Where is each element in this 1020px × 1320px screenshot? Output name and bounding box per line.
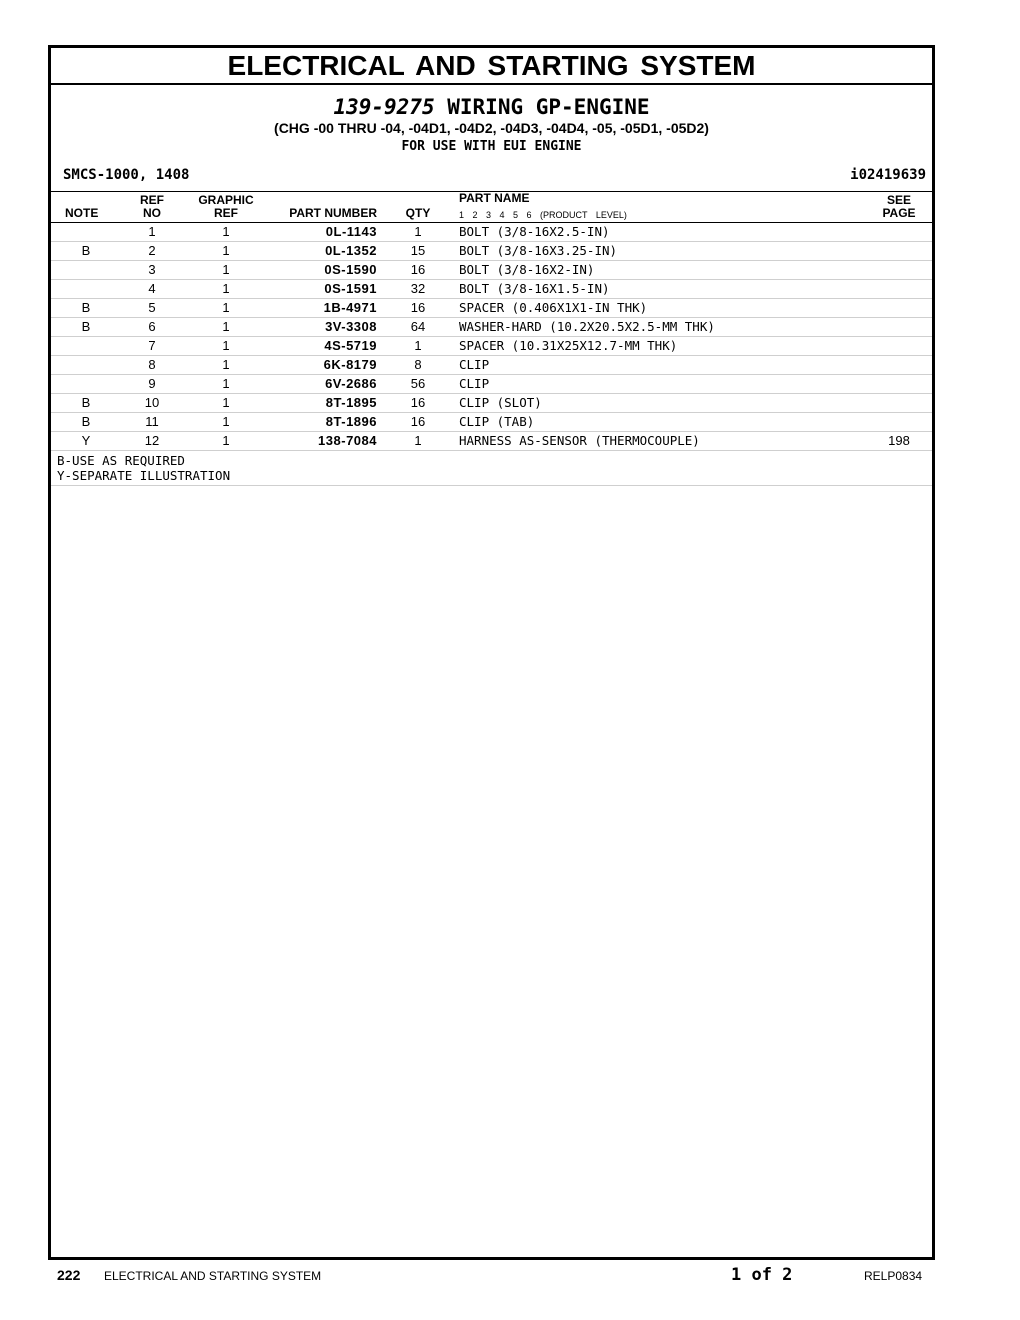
- col-graphic-header-top: GRAPHIC: [198, 193, 254, 207]
- graphic-ref-cell: 1: [222, 281, 230, 296]
- page-footer: [0, 1264, 1020, 1288]
- qty-cell: 16: [410, 414, 426, 429]
- part-name-cell: SPACER (10.31X25X12.7-MM THK): [459, 338, 678, 353]
- note-y-legend: Y-SEPARATE ILLUSTRATION: [57, 468, 231, 483]
- table-row: [51, 299, 932, 318]
- note-b-legend: B-USE AS REQUIRED: [57, 453, 185, 468]
- qty-cell: 32: [410, 281, 426, 296]
- part-name-cell: BOLT (3/8-16X3.25-IN): [459, 243, 618, 258]
- qty-cell: 16: [410, 300, 426, 315]
- note-cell: B: [81, 414, 91, 429]
- note-cell: Y: [81, 433, 91, 448]
- page-of-indicator: 1 of 2: [731, 1265, 793, 1285]
- col-qty-header: QTY: [405, 206, 431, 220]
- note-cell: B: [81, 243, 91, 258]
- table-row: [51, 242, 932, 261]
- table-row: [51, 223, 932, 242]
- part-name-cell: CLIP (TAB): [459, 414, 535, 429]
- usage-note: FOR USE WITH EUI ENGINE: [401, 139, 582, 154]
- table-row: [51, 432, 932, 451]
- table-row: [51, 337, 932, 356]
- page-number: 222: [57, 1267, 81, 1283]
- part-number-cell[interactable]: 0L-1143: [325, 224, 377, 239]
- part-name-cell: CLIP (SLOT): [459, 395, 542, 410]
- section-title: ELECTRICAL AND STARTING SYSTEM: [51, 48, 932, 85]
- graphic-ref-cell: 1: [222, 262, 230, 277]
- footer-section-title: ELECTRICAL AND STARTING SYSTEM: [104, 1269, 322, 1283]
- ref-cell: 10: [144, 395, 160, 410]
- part-name-cell: BOLT (3/8-16X1.5-IN): [459, 281, 610, 296]
- part-name-cell: SPACER (0.406X1X1-IN THK): [459, 300, 648, 315]
- ref-cell: 11: [145, 414, 159, 429]
- group-number: 139-9275: [333, 95, 435, 119]
- qty-cell: 15: [410, 243, 426, 258]
- qty-cell: 1: [414, 433, 422, 448]
- notes-legend: [51, 451, 932, 486]
- note-cell: B: [81, 395, 91, 410]
- qty-cell: 64: [410, 319, 426, 334]
- note-cell: B: [81, 300, 91, 315]
- col-part-number-header: PART NUMBER: [289, 206, 377, 220]
- graphic-ref-cell: 1: [222, 243, 230, 258]
- table-row: [51, 356, 932, 375]
- part-name-cell: WASHER-HARD (10.2X20.5X2.5-MM THK): [459, 319, 715, 334]
- part-number-cell[interactable]: 6V-2686: [325, 376, 377, 391]
- group-title: [51, 95, 932, 119]
- ref-cell: 9: [148, 376, 156, 391]
- part-number-cell[interactable]: 8T-1895: [325, 395, 377, 410]
- part-number-cell[interactable]: 4S-5719: [324, 338, 377, 353]
- qty-cell: 8: [414, 357, 422, 372]
- table-row: [51, 394, 932, 413]
- ref-cell: 1: [148, 224, 156, 239]
- graphic-ref-cell: 1: [222, 433, 230, 448]
- col-ref-header-top: REF: [140, 193, 164, 207]
- ref-cell: 12: [144, 433, 160, 448]
- ref-cell: 5: [148, 300, 156, 315]
- group-name: WIRING GP-ENGINE: [447, 95, 650, 119]
- ref-cell: 4: [148, 281, 156, 296]
- see-page-link[interactable]: 198: [888, 433, 910, 448]
- part-name-cell: BOLT (3/8-16X2.5-IN): [459, 224, 610, 239]
- smcs-code: SMCS-1000, 1408: [63, 167, 190, 183]
- col-graphic-header-bottom: REF: [214, 206, 238, 220]
- part-number-cell[interactable]: 1B-4971: [323, 300, 377, 315]
- document-id: i02419639: [850, 167, 926, 183]
- graphic-ref-cell: 1: [222, 338, 230, 353]
- graphic-ref-cell: 1: [222, 395, 230, 410]
- table-row: [51, 375, 932, 394]
- part-number-cell[interactable]: 138-7084: [318, 433, 377, 448]
- part-number-cell[interactable]: 3V-3308: [325, 319, 377, 334]
- product-level-scale: 1 2 3 4 5 6 (PRODUCT LEVEL): [459, 210, 627, 220]
- qty-cell: 1: [414, 224, 422, 239]
- qty-cell: 16: [410, 395, 426, 410]
- part-number-cell[interactable]: 0L-1352: [325, 243, 377, 258]
- part-number-cell[interactable]: 0S-1590: [324, 262, 377, 277]
- qty-cell: 16: [410, 262, 426, 277]
- ref-cell: 7: [148, 338, 156, 353]
- qty-cell: 56: [410, 376, 426, 391]
- graphic-ref-cell: 1: [222, 357, 230, 372]
- ref-cell: 8: [148, 357, 156, 372]
- part-number-cell[interactable]: 0S-1591: [324, 281, 377, 296]
- part-number-cell[interactable]: 8T-1896: [325, 414, 377, 429]
- col-note-header: NOTE: [65, 206, 99, 220]
- col-see-header-top: SEE: [886, 193, 911, 207]
- part-number-cell[interactable]: 6K-8179: [323, 357, 377, 372]
- parts-page-frame: [48, 45, 935, 1260]
- table-row: [51, 413, 932, 432]
- publication-number: RELP0834: [864, 1269, 923, 1283]
- col-ref-header-bottom: NO: [143, 206, 161, 220]
- part-name-cell: BOLT (3/8-16X2-IN): [459, 262, 595, 277]
- change-range: (CHG -00 THRU -04, -04D1, -04D2, -04D3, -04D4, -05, -05D1, -05D2): [274, 120, 709, 136]
- note-cell: B: [81, 319, 91, 334]
- part-name-cell: HARNESS AS-SENSOR (THERMOCOUPLE): [459, 433, 700, 448]
- part-name-cell: CLIP: [459, 357, 490, 372]
- parts-table-body: [51, 223, 932, 451]
- group-header: [51, 95, 932, 157]
- smcs-row: [51, 163, 932, 192]
- graphic-ref-cell: 1: [222, 319, 230, 334]
- graphic-ref-cell: 1: [222, 300, 230, 315]
- table-row: [51, 280, 932, 299]
- qty-cell: 1: [414, 338, 422, 353]
- ref-cell: 2: [148, 243, 156, 258]
- table-row: [51, 261, 932, 280]
- graphic-ref-cell: 1: [222, 376, 230, 391]
- ref-cell: 6: [148, 319, 156, 334]
- graphic-ref-cell: 1: [222, 224, 230, 239]
- graphic-ref-cell: 1: [222, 414, 230, 429]
- table-header: [51, 192, 932, 223]
- col-see-header-bottom: PAGE: [882, 206, 916, 220]
- col-part-name-header: PART NAME: [459, 191, 530, 205]
- part-name-cell: CLIP: [459, 376, 490, 391]
- table-row: [51, 318, 932, 337]
- ref-cell: 3: [148, 262, 156, 277]
